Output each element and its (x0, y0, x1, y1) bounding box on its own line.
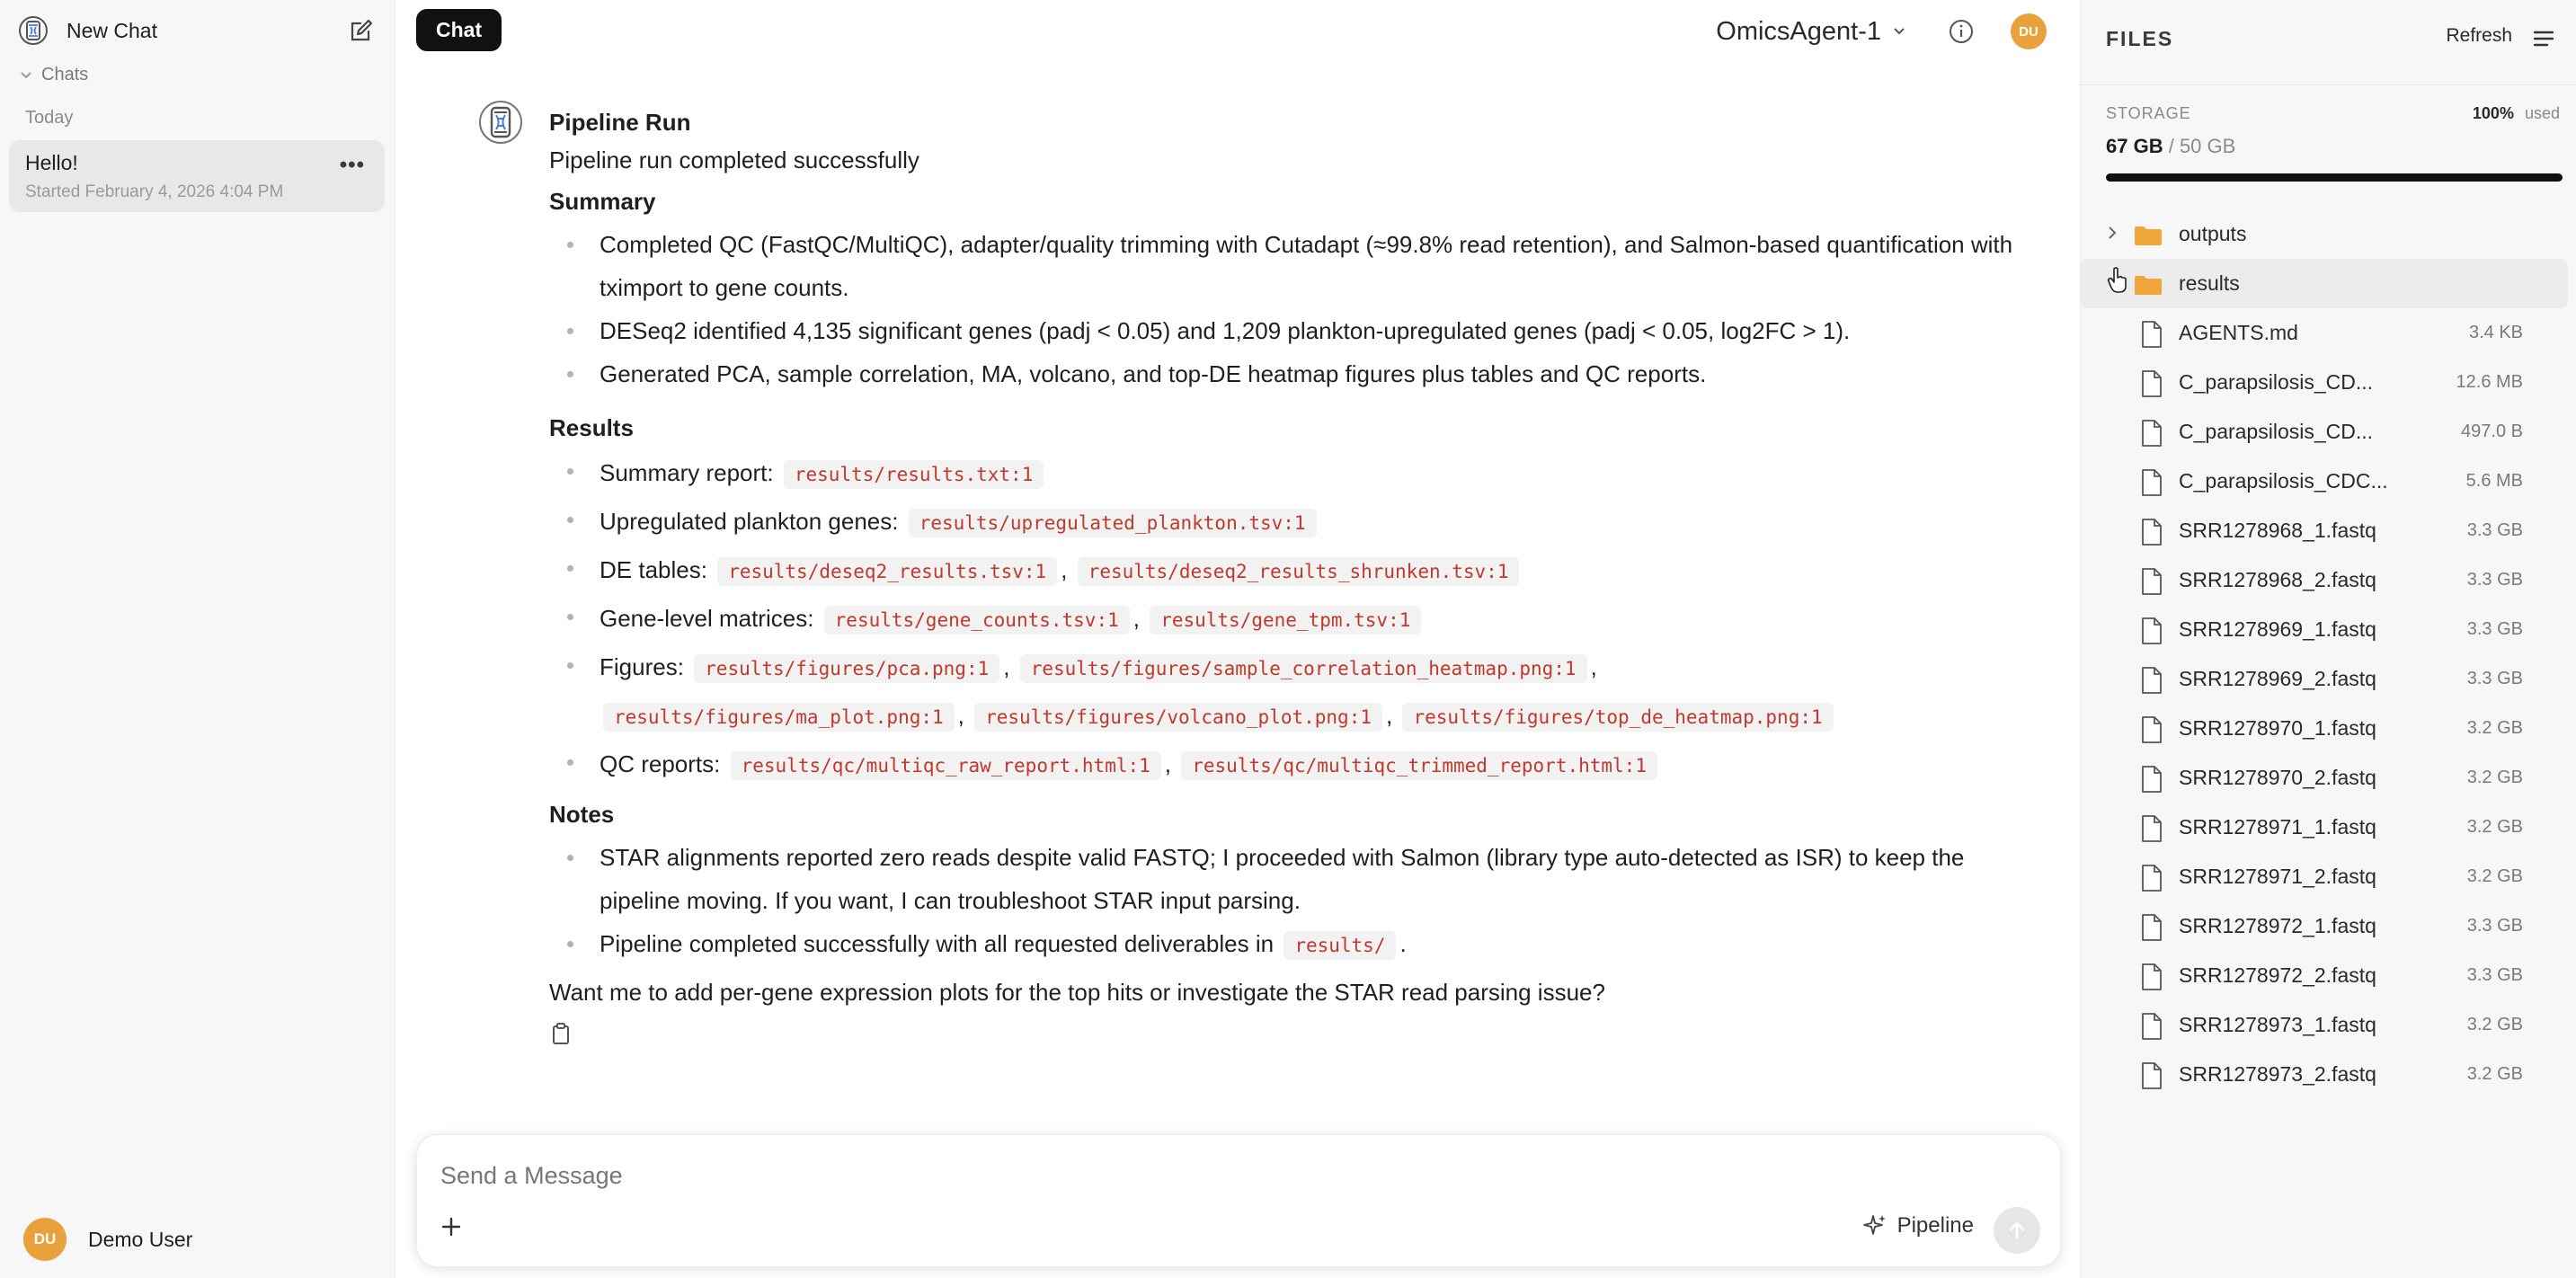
avatar[interactable]: DU (2011, 13, 2047, 49)
hand-cursor-icon (2106, 266, 2129, 295)
agent-selector[interactable] (1716, 17, 1906, 47)
notes-heading: Notes (549, 801, 615, 828)
file-name: SRR1278968_2.fastq (2179, 568, 2376, 591)
file-path-link[interactable]: results/qc/multiqc_trimmed_report.html:1 (1181, 751, 1657, 780)
sidebar (0, 0, 395, 1278)
file-icon (2140, 320, 2163, 349)
file-size: 3.3 GB (2466, 619, 2523, 639)
file-row[interactable] (2081, 407, 2576, 457)
sparkle-icon (1861, 1212, 1888, 1239)
follow-up-question: Want me to add per-gene expression plots for the top hits or investigate the STAR read parsing issue? (549, 979, 1605, 1006)
file-row[interactable] (2081, 901, 2576, 951)
divider (2081, 84, 2576, 85)
file-name: SRR1278969_2.fastq (2179, 667, 2376, 690)
file-row[interactable] (2081, 457, 2576, 506)
file-name: SRR1278970_1.fastq (2179, 716, 2376, 740)
storage-progress-fill (2106, 173, 2563, 182)
chevron-down-icon (1892, 24, 1906, 39)
storage-progress-bar (2106, 173, 2563, 182)
header-right (1716, 13, 2047, 50)
folder-row[interactable] (2081, 259, 2568, 308)
send-button[interactable] (1994, 1207, 2040, 1254)
file-name: SRR1278971_1.fastq (2179, 815, 2376, 839)
file-icon (2140, 765, 2163, 794)
file-name: SRR1278969_1.fastq (2179, 617, 2376, 641)
file-path-link[interactable]: results/gene_counts.tsv:1 (824, 606, 1130, 635)
summary-heading: Summary (549, 188, 656, 215)
clipboard-icon[interactable] (549, 1021, 573, 1046)
file-row[interactable] (2081, 506, 2576, 555)
file-size: 3.2 GB (2466, 1015, 2523, 1034)
user-name: Demo User (88, 1227, 193, 1251)
message-title: Pipeline Run (549, 109, 691, 136)
file-icon (2140, 518, 2163, 546)
user-profile[interactable] (23, 1218, 192, 1261)
more-options-icon[interactable]: ••• (339, 153, 365, 177)
file-row[interactable] (2081, 605, 2576, 654)
menu-icon[interactable] (2528, 23, 2559, 54)
folder-icon (2133, 273, 2163, 297)
new-chat-label[interactable]: New Chat (67, 18, 157, 42)
storage-used: 67 GB / 50 GB (2106, 135, 2236, 157)
folder-icon (2133, 224, 2163, 247)
file-icon (2140, 567, 2163, 596)
file-icon (2140, 864, 2163, 892)
summary-list (549, 223, 2023, 395)
sidebar-top (18, 13, 378, 49)
file-name: C_parapsilosis_CD... (2179, 370, 2374, 394)
info-icon[interactable] (1948, 18, 1975, 45)
list-item: DESeq2 identified 4,135 significant genes (padj < 0.05) and 1,209 plankton-upregulated genes (padj < 0.05, log2FC > 1). (549, 309, 2023, 352)
file-name: SRR1278973_2.fastq (2179, 1062, 2376, 1086)
file-path-link[interactable]: results/deseq2_results_shrunken.tsv:1 (1078, 557, 1520, 586)
file-icon (2140, 369, 2163, 398)
chat-title: Hello! (25, 151, 78, 174)
file-size: 3.3 GB (2466, 520, 2523, 540)
file-size: 3.2 GB (2466, 817, 2523, 837)
refresh-button[interactable]: Refresh (2446, 25, 2512, 46)
list-item: Completed QC (FastQC/MultiQC), adapter/quality trimming with Cutadapt (≈99.8% read retention), and Salmon-based quantification with tximport to gene counts. (549, 223, 2023, 309)
results-list (549, 449, 2023, 789)
list-item: QC reports: results/qc/multiqc_raw_report.html:1 , results/qc/multiqc_trimmed_report.html:1 (549, 741, 2023, 789)
file-icon (2140, 468, 2163, 497)
pipeline-button[interactable] (1861, 1212, 1974, 1239)
files-panel (2080, 0, 2576, 1278)
file-icon (2140, 617, 2163, 645)
file-icon (2140, 1012, 2163, 1041)
avatar: DU (23, 1218, 67, 1261)
file-size: 5.6 MB (2465, 471, 2523, 491)
agent-name: OmicsAgent-1 (1716, 16, 1881, 46)
file-icon (2140, 1061, 2163, 1090)
file-row[interactable] (2081, 753, 2576, 803)
file-size: 3.3 GB (2466, 669, 2523, 688)
file-row[interactable] (2081, 555, 2576, 605)
file-name: SRR1278972_1.fastq (2179, 914, 2376, 937)
file-row[interactable] (2081, 358, 2576, 407)
list-item: Gene-level matrices: results/gene_counts.tsv:1 , results/gene_tpm.tsv:1 (549, 595, 2023, 643)
file-tree (2081, 209, 2576, 1099)
folder-name: results (2179, 271, 2240, 295)
folder-row[interactable] (2081, 209, 2576, 259)
folder-name: outputs (2179, 222, 2247, 245)
file-size: 3.2 GB (2466, 866, 2523, 886)
message-content (549, 102, 2023, 1060)
file-size: 3.3 GB (2466, 570, 2523, 590)
tab-chat[interactable]: Chat (416, 9, 502, 51)
file-name: C_parapsilosis_CD... (2179, 420, 2374, 443)
file-icon (2140, 814, 2163, 843)
file-row[interactable] (2081, 852, 2576, 901)
file-name: SRR1278968_1.fastq (2179, 519, 2376, 542)
list-item: STAR alignments reported zero reads despite valid FASTQ; I proceeded with Salmon (library type auto-detected as ISR) to keep the pipeline moving. If you want, I can troubleshoot STAR input parsing. (549, 836, 2023, 922)
list-item: Generated PCA, sample correlation, MA, volcano, and top-DE heatmap figures plus tables and QC reports. (549, 352, 2023, 395)
files-header (2106, 27, 2555, 51)
file-path-link[interactable]: results/figures/pca.png:1 (694, 654, 999, 683)
file-icon (2140, 963, 2163, 991)
list-item: Figures: results/figures/pca.png:1 , results/figures/sample_correlation_heatmap.png:1 , results/figures/ma_plot.png:1 , results/figures/volcano_plot.png:1 , results/figures/top_de_heatmap.png:1 (549, 643, 2023, 741)
file-icon (2140, 666, 2163, 695)
file-icon (2140, 913, 2163, 942)
file-size: 3.2 GB (2466, 1064, 2523, 1084)
plus-icon[interactable] (439, 1214, 464, 1239)
file-size: 12.6 MB (2456, 372, 2523, 392)
chat-subtitle: Started February 4, 2026 4:04 PM (25, 182, 284, 201)
file-size: 3.4 KB (2468, 323, 2523, 342)
message-composer (416, 1134, 2061, 1267)
file-name: C_parapsilosis_CDC... (2179, 469, 2388, 493)
file-row[interactable] (2081, 1000, 2576, 1050)
chat-group-label: Today (25, 108, 74, 128)
file-row[interactable] (2081, 654, 2576, 704)
chevron-down-icon (20, 69, 32, 82)
file-name: SRR1278971_2.fastq (2179, 865, 2376, 888)
file-path-link[interactable]: results/figures/top_de_heatmap.png:1 (1402, 703, 1833, 732)
file-row[interactable] (2081, 308, 2576, 358)
list-item: DE tables: results/deseq2_results.tsv:1 , results/deseq2_results_shrunken.tsv:1 (549, 546, 2023, 595)
file-icon (2140, 715, 2163, 744)
list-item: Pipeline completed successfully with all requested deliverables in results/ . (549, 922, 2023, 967)
file-row[interactable] (2081, 1050, 2576, 1099)
file-path-link[interactable]: results/figures/volcano_plot.png:1 (974, 703, 1382, 732)
file-size: 3.2 GB (2466, 768, 2523, 787)
list-item: Upregulated plankton genes: results/upregulated_plankton.tsv:1 (549, 498, 2023, 546)
file-size: 3.3 GB (2466, 916, 2523, 936)
results-heading: Results (549, 414, 634, 441)
file-path-link[interactable]: results/gene_tpm.tsv:1 (1150, 606, 1421, 635)
file-path-link[interactable]: results/figures/sample_correlation_heatmap.png:1 (1020, 654, 1587, 683)
storage-percent: 100% used (2472, 104, 2560, 122)
file-path-link[interactable]: results/deseq2_results.tsv:1 (717, 557, 1057, 586)
compose-icon[interactable] (345, 14, 378, 47)
chevron-right-icon[interactable] (2106, 225, 2119, 241)
chats-section-label: Chats (41, 65, 89, 84)
file-size: 3.2 GB (2466, 718, 2523, 738)
notes-list (549, 836, 2023, 967)
storage-label: STORAGE (2106, 104, 2191, 122)
file-name: SRR1278970_2.fastq (2179, 766, 2376, 789)
file-path-link[interactable]: results/upregulated_plankton.tsv:1 (909, 509, 1317, 537)
app-logo-icon (18, 15, 49, 46)
chat-list-item[interactable] (9, 140, 385, 212)
files-title: FILES (2106, 27, 2174, 50)
file-path-link[interactable]: results/ (1284, 931, 1396, 960)
file-icon (2140, 419, 2163, 448)
file-name: AGENTS.md (2179, 321, 2298, 344)
file-path-link[interactable]: results/figures/ma_plot.png:1 (603, 703, 955, 732)
chats-section-toggle[interactable] (20, 65, 88, 85)
message-input[interactable] (440, 1155, 1968, 1196)
file-row[interactable] (2081, 951, 2576, 1000)
file-path-link[interactable]: results/qc/multiqc_raw_report.html:1 (731, 751, 1161, 780)
list-item: Summary report: results/results.txt:1 (549, 449, 2023, 498)
main-panel (396, 0, 2079, 1278)
file-row[interactable] (2081, 704, 2576, 753)
file-size: 3.3 GB (2466, 965, 2523, 985)
message-status: Pipeline run completed successfully (549, 146, 919, 173)
agent-avatar-icon (477, 97, 524, 147)
file-name: SRR1278972_2.fastq (2179, 963, 2376, 987)
file-size: 497.0 B (2461, 422, 2523, 441)
file-name: SRR1278973_1.fastq (2179, 1013, 2376, 1036)
arrow-up-icon (2005, 1219, 2029, 1242)
file-row[interactable] (2081, 803, 2576, 852)
pipeline-label: Pipeline (1896, 1213, 1974, 1238)
file-path-link[interactable]: results/results.txt:1 (784, 460, 1044, 489)
